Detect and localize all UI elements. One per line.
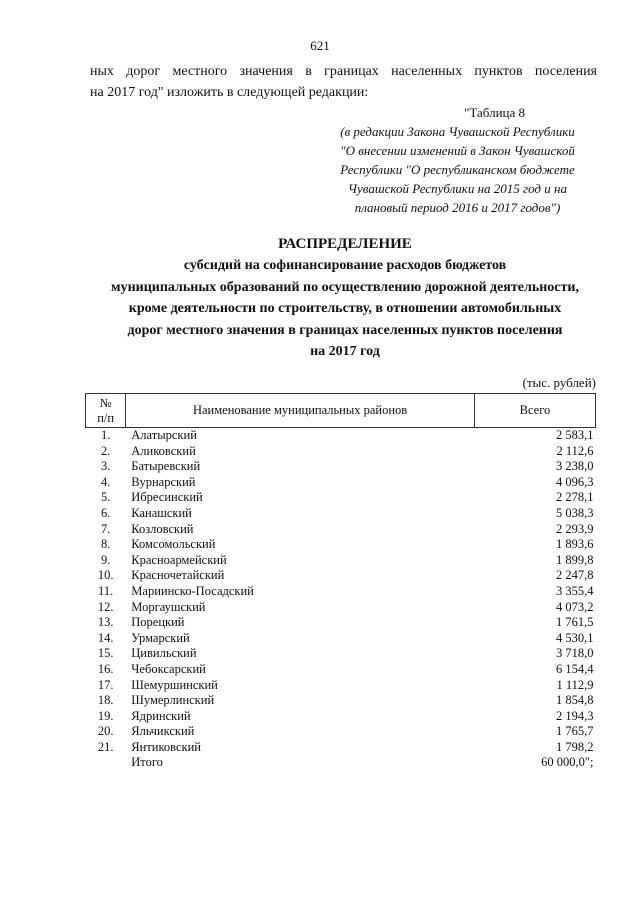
row-number: 6.: [100, 505, 111, 520]
title-line: на 2017 год: [310, 344, 380, 359]
edition-note-line: "О внесении изменений в Закон Чувашской: [340, 143, 575, 158]
total-subsidy-total: 60 000,0";: [541, 755, 594, 770]
district-name: Аликовский: [131, 443, 196, 458]
row-number: 18.: [97, 693, 114, 708]
district-name: Красноармейский: [131, 552, 227, 567]
table-row: [86, 506, 596, 522]
district-name: Янтиковский: [131, 739, 201, 754]
table-row: [86, 646, 596, 662]
document-title: [60, 233, 630, 363]
subsidy-total: 2 293,9: [556, 521, 594, 536]
subsidy-total: 4 530,1: [556, 630, 594, 645]
district-name: Батыревский: [131, 459, 201, 474]
subsidy-total: 1 854,8: [556, 693, 594, 708]
row-number: 13.: [97, 615, 114, 630]
district-name: Урмарский: [131, 630, 190, 645]
header-total: Всего: [474, 394, 595, 428]
intro-line-1: ных дорог местного значения в границах населенных пунктов поселения: [90, 64, 597, 79]
edition-note-line: плановый период 2016 и 2017 годов"): [354, 200, 561, 215]
table-row: [86, 444, 596, 460]
row-number: 11.: [98, 583, 114, 598]
district-name: Шемуршинский: [131, 677, 218, 692]
table-row: [86, 428, 596, 444]
table-row: [86, 475, 596, 491]
title-main: РАСПРЕДЕЛЕНИЕ: [278, 236, 412, 252]
page-number: 621: [310, 38, 330, 53]
subsidy-total: 2 583,1: [556, 428, 594, 442]
table-row: [86, 490, 596, 506]
row-number: 10.: [97, 568, 114, 583]
edition-note-line: (в редакции Закона Чувашской Республики: [340, 124, 575, 139]
table-row: [86, 678, 596, 694]
edition-note-line: Чувашской Республики на 2015 год и на: [348, 181, 567, 196]
row-number: 20.: [97, 724, 114, 739]
subsidy-total: 1 761,5: [556, 615, 594, 630]
table-row: [86, 724, 596, 740]
table-row: [86, 584, 596, 600]
table-total-row: [86, 755, 596, 771]
district-name: Мариинско-Посадский: [131, 583, 254, 598]
table-note: [320, 103, 595, 217]
district-name: Ибресинский: [131, 490, 203, 505]
table-row: [86, 662, 596, 678]
subsidy-total: 1 798,2: [556, 739, 594, 754]
title-line: дорог местного значения в границах населенных пунктов поселения: [127, 322, 563, 338]
edition-note-line: Республики "О республиканском бюджете: [340, 162, 575, 177]
table-row: [86, 553, 596, 569]
subsidy-total: 3 718,0: [556, 646, 594, 661]
title-line: муниципальных образований по осуществлению дорожной деятельности,: [111, 279, 579, 295]
district-name: Цивильский: [131, 646, 197, 661]
table-row: [86, 568, 596, 584]
subsidy-table: [85, 393, 596, 771]
table-header-row: [86, 394, 596, 428]
row-number: 16.: [97, 661, 114, 676]
row-number: 9.: [100, 552, 111, 567]
district-name: Козловский: [131, 521, 194, 536]
intro-paragraph: [90, 61, 597, 103]
row-number: 2.: [100, 443, 111, 458]
table-row: [86, 740, 596, 756]
table-row: [86, 693, 596, 709]
header-number: [86, 394, 126, 428]
table-row: [86, 537, 596, 553]
subsidy-total: 2 247,8: [556, 568, 594, 583]
subsidy-total: 4 096,3: [556, 474, 594, 489]
units-label: (тыс. рублей): [522, 375, 596, 390]
total-district-name: Итого: [131, 755, 163, 770]
table-row: [86, 709, 596, 725]
district-name: Яльчикский: [131, 724, 195, 739]
table-row: [86, 600, 596, 616]
header-number-symbol: №: [99, 395, 112, 410]
district-name: Порецкий: [131, 615, 185, 630]
row-number: 19.: [97, 708, 114, 723]
row-number: 8.: [100, 537, 111, 552]
subsidy-total: 2 112,6: [556, 443, 594, 458]
row-number: 1.: [100, 428, 111, 442]
subsidy-total: 1 765,7: [556, 724, 594, 739]
header-number-abbr: п/п: [97, 410, 115, 425]
total-row-number: [86, 755, 126, 771]
intro-line-2: на 2017 год" изложить в следующей редакции:: [90, 85, 369, 100]
subsidy-total: 3 355,4: [556, 583, 594, 598]
title-line: кроме деятельности по строительству, в отношении автомобильных: [128, 301, 562, 316]
subsidy-total: 3 238,0: [556, 459, 594, 474]
table-row: [86, 631, 596, 647]
subsidy-total: 2 194,3: [556, 708, 594, 723]
row-number: 12.: [97, 599, 114, 614]
row-number: 3.: [100, 459, 111, 474]
subsidy-total: 1 899,8: [556, 552, 594, 567]
edition-note: [320, 122, 595, 217]
row-number: 17.: [97, 677, 114, 692]
header-district-name: Наименование муниципальных районов: [126, 394, 475, 428]
row-number: 21.: [97, 739, 114, 754]
district-name: Канашский: [131, 505, 192, 520]
subsidy-total: 6 154,4: [556, 661, 594, 676]
title-line: субсидий на софинансирование расходов бюджетов: [183, 258, 507, 273]
table-body: [86, 428, 596, 772]
district-name: Красночетайский: [131, 568, 225, 583]
table-row: [86, 615, 596, 631]
subsidy-total: 2 278,1: [556, 490, 594, 505]
subsidy-total: 1 893,6: [556, 537, 594, 552]
row-number: 14.: [97, 630, 114, 645]
row-number: 4.: [100, 474, 111, 489]
row-number: 15.: [97, 646, 114, 661]
district-name: Комсомольский: [131, 537, 216, 552]
table-number: "Таблица 8: [464, 105, 525, 120]
subsidy-total: 1 112,9: [556, 677, 594, 692]
district-name: Алатырский: [131, 428, 197, 442]
district-name: Моргаушский: [131, 599, 206, 614]
district-name: Вурнарский: [131, 474, 196, 489]
table-row: [86, 459, 596, 475]
district-name: Шумерлинский: [131, 693, 215, 708]
subsidy-total: 4 073,2: [556, 599, 594, 614]
district-name: Чебоксарский: [131, 661, 206, 676]
district-name: Ядринский: [131, 708, 191, 723]
row-number: 5.: [100, 490, 111, 505]
row-number: 7.: [100, 521, 111, 536]
table-row: [86, 522, 596, 538]
subsidy-total: 5 038,3: [556, 505, 594, 520]
